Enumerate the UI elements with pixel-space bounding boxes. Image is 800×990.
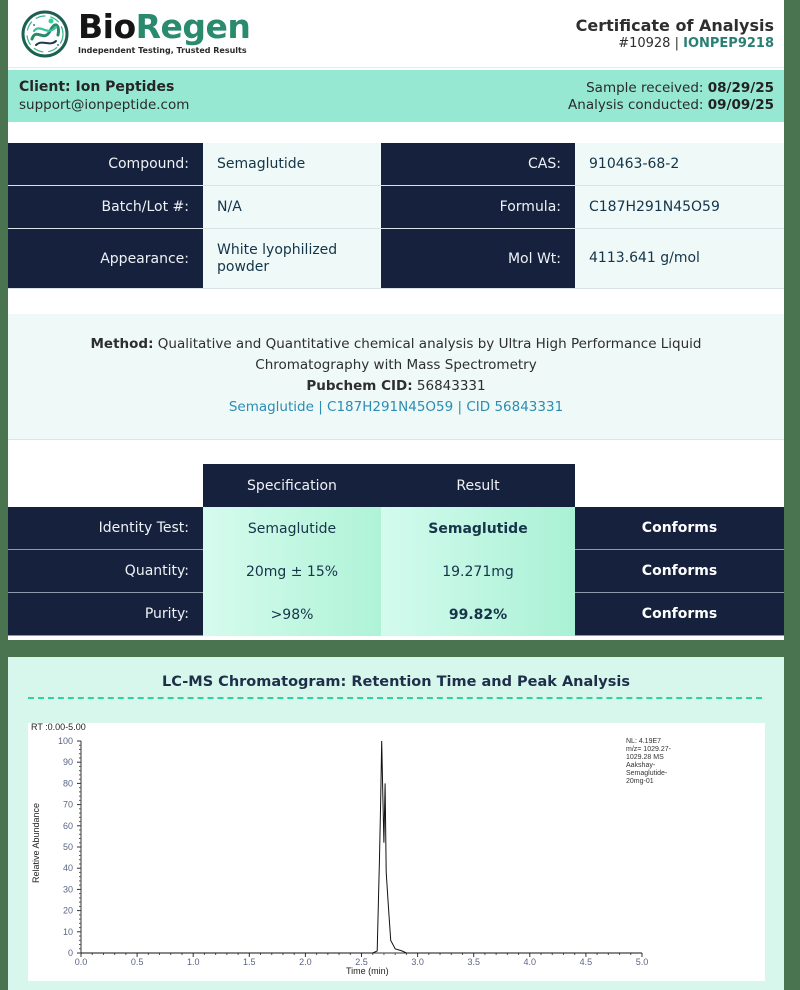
info-label: CAS:	[381, 143, 575, 185]
test-spec: >98%	[203, 593, 381, 636]
result-row	[8, 507, 784, 550]
test-label: Purity:	[8, 593, 203, 636]
svg-text:NL: 4.19E7: NL: 4.19E7	[626, 738, 662, 745]
svg-text:1029.28 MS: 1029.28 MS	[626, 754, 664, 761]
chromatogram-panel	[8, 657, 784, 990]
svg-text:0.0: 0.0	[74, 957, 88, 967]
svg-text:3.0: 3.0	[411, 957, 424, 967]
test-result: Semaglutide	[381, 507, 575, 550]
svg-text:60: 60	[62, 820, 73, 831]
info-value: Semaglutide	[203, 143, 381, 185]
info-row	[8, 229, 784, 289]
svg-text:40: 40	[62, 863, 73, 874]
info-label: Mol Wt:	[381, 229, 575, 288]
svg-text:20mg-01: 20mg-01	[626, 778, 654, 785]
svg-text:70: 70	[62, 799, 73, 810]
pubchem-cid: Pubchem CID: 56843331	[306, 378, 486, 394]
test-spec: Semaglutide	[203, 507, 381, 550]
method-section	[8, 314, 784, 440]
info-label: Formula:	[381, 186, 575, 228]
client-email: support@ionpeptide.com	[19, 97, 190, 113]
svg-text:4.5: 4.5	[579, 957, 593, 967]
svg-text:50: 50	[62, 842, 73, 852]
test-result: 19.271mg	[381, 550, 575, 593]
client-band	[8, 70, 784, 122]
chromatogram-trace	[81, 741, 642, 953]
info-row	[8, 186, 784, 229]
test-label: Identity Test:	[8, 507, 203, 550]
sample-received: Sample received: 08/29/25	[586, 80, 774, 96]
svg-text:2.5: 2.5	[355, 957, 368, 967]
svg-text:5.0: 5.0	[635, 957, 649, 967]
conforms-status: Conforms	[575, 507, 784, 550]
svg-text:1.0: 1.0	[186, 957, 200, 967]
svg-text:10: 10	[62, 926, 73, 937]
svg-text:m/z= 1029.27-: m/z= 1029.27-	[626, 746, 671, 753]
svg-text:20: 20	[62, 905, 73, 916]
info-value: N/A	[203, 186, 381, 228]
info-row	[8, 143, 784, 186]
chromatogram-chart	[28, 723, 765, 981]
svg-text:0.5: 0.5	[130, 957, 144, 967]
info-value: 910463-68-2	[575, 143, 784, 185]
certificate-page	[8, 0, 784, 640]
result-row	[8, 550, 784, 593]
svg-text:80: 80	[62, 778, 73, 789]
info-label: Batch/Lot #:	[8, 186, 203, 228]
x-axis-title: Time (min)	[346, 966, 389, 976]
svg-text:100: 100	[57, 736, 73, 746]
spec-column-header: Specification	[203, 464, 381, 507]
info-value: 4113.641 g/mol	[575, 229, 784, 288]
rt-range: RT :0.00-5.00	[31, 723, 86, 732]
svg-text:4.0: 4.0	[523, 957, 537, 967]
document-title: Certificate of Analysis	[575, 16, 774, 35]
test-result: 99.82%	[381, 593, 575, 636]
pubchem-link[interactable]: Semaglutide | C187H291N45O59 | CID 56843331	[228, 399, 564, 415]
svg-text:0: 0	[67, 948, 73, 958]
svg-text:Semaglutide-: Semaglutide-	[626, 770, 668, 777]
brand-name: BioRegen	[78, 7, 251, 46]
info-value: White lyophilized powder	[203, 229, 381, 288]
conforms-status: Conforms	[575, 593, 784, 636]
result-row	[8, 593, 784, 636]
method-description: Method: Qualitative and Quantitative chemical analysis by Ultra High Performance Liquid Chromatography with Mass Spectrometry	[90, 336, 702, 373]
test-label: Quantity:	[8, 550, 203, 593]
chromatogram-plot	[28, 723, 765, 981]
svg-text:2.0: 2.0	[299, 957, 312, 967]
test-spec: 20mg ± 15%	[203, 550, 381, 593]
client-name: Client: Ion Peptides	[19, 79, 175, 95]
scan-info	[626, 738, 672, 785]
info-label: Compound:	[8, 143, 203, 185]
document-id: #10928 | IONPEP9218	[618, 36, 774, 51]
bioregen-logo-icon	[20, 9, 70, 59]
svg-text:1.5: 1.5	[243, 957, 256, 967]
dashed-divider	[28, 697, 762, 699]
document-code: IONPEP9218	[683, 36, 774, 51]
info-value: C187H291N45O59	[575, 186, 784, 228]
header	[8, 0, 784, 68]
svg-text:Aakshay-: Aakshay-	[626, 762, 656, 769]
result-column-header: Result	[381, 464, 575, 507]
brand-tagline: Independent Testing, Trusted Results	[78, 46, 247, 55]
chromatogram-title: LC-MS Chromatogram: Retention Time and Peak Analysis	[162, 674, 630, 690]
svg-text:90: 90	[62, 757, 73, 768]
svg-text:30: 30	[62, 884, 73, 895]
conforms-status: Conforms	[575, 550, 784, 593]
analysis-conducted: Analysis conducted: 09/09/25	[568, 97, 774, 113]
y-axis-title: Relative Abundance	[31, 802, 41, 883]
svg-text:3.5: 3.5	[467, 957, 480, 967]
analysis-dates	[568, 80, 774, 114]
info-label: Appearance:	[8, 229, 203, 288]
